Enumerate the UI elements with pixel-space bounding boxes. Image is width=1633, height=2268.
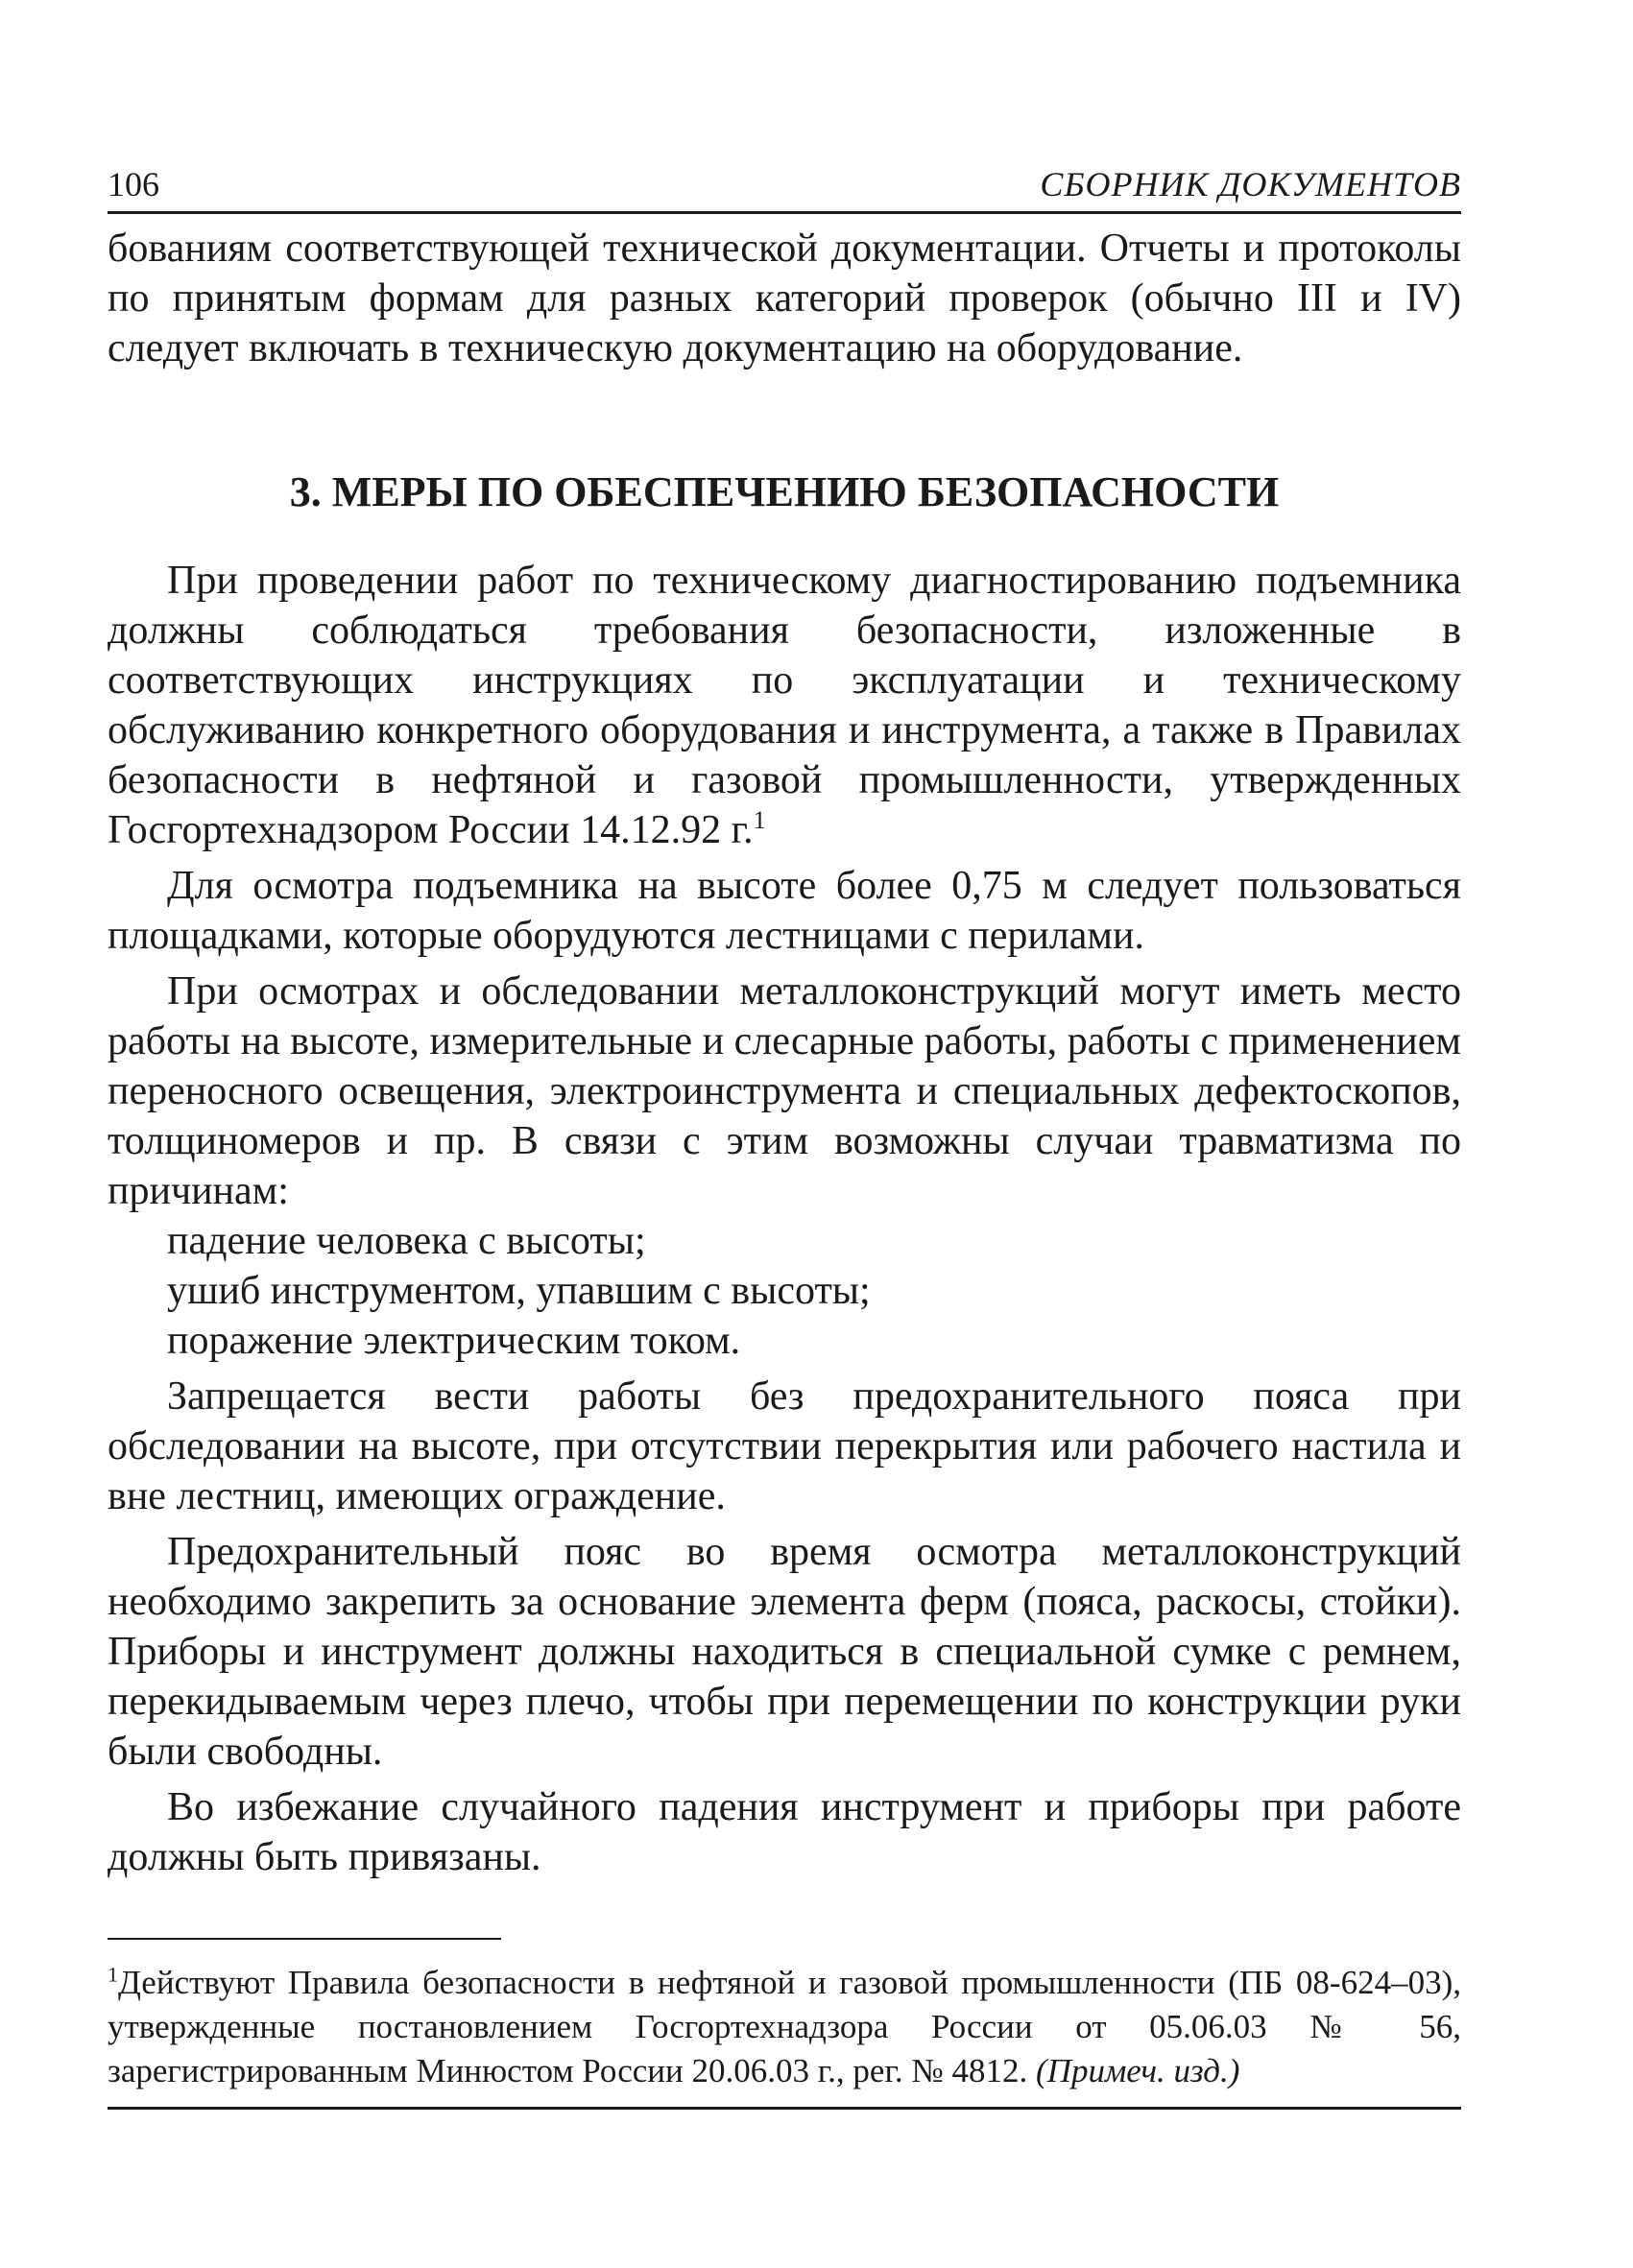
document-page xyxy=(108,163,1461,2110)
paragraph-6: Во избежание случайного падения инструмент и приборы при работе должны быть привязаны. xyxy=(108,1785,1461,1879)
paragraph-1 xyxy=(108,556,1461,855)
paragraph-4: Запрещается вести работы без предохранительного пояса при обследовании на высоте, при отсутствии перекрытия или рабочего настила и вне лестниц, имеющих ограждение. xyxy=(108,1374,1461,1518)
body-text xyxy=(108,224,1461,1882)
list-item: падение человека с высоты; xyxy=(167,1219,646,1263)
paragraph-2: Для осмотра подъемника на высоте более 0,75 м следует пользоваться площадками, которые оборудуются лестницами с перилами. xyxy=(108,864,1461,958)
footnote-note: (Примеч. изд.) xyxy=(1036,2052,1240,2089)
footnote xyxy=(108,1961,1461,2093)
footnote-reference: 1 xyxy=(753,806,766,834)
footnote-text: Действуют Правила безопасности в нефтяной и газовой промышленности (ПБ 08-624–03), утвержденные постановлением Госгортехнадзора России от 05.06.03 № 56, зарегистрированным Минюстом России 20.06.03 г., рег. № 4812. xyxy=(108,1964,1461,2089)
running-header xyxy=(108,163,1461,214)
intro-paragraph: бованиям соответствующей технической документации. Отчеты и протоколы по принятым формам для разных категорий проверок (обычно III и IV) следует включать в техническую документацию на оборудование. xyxy=(108,227,1461,370)
paragraph-5: Предохранительный пояс во время осмотра металлоконструкций необходимо закрепить за основание элемента ферм (пояса, раскосы, стойки). Приборы и инструмент должны находиться в специальной сумке с ремнем, перекидываемым через плечо, чтобы при перемещении по конструкции руки были свободны. xyxy=(108,1530,1461,1774)
footnote-mark: 1 xyxy=(108,1962,118,1987)
paragraph-3: При осмотрах и обследовании металлоконструкций могут иметь место работы на высоте, измерительные и слесарные работы, работы с применением переносного освещения, электроинструмента и специальных дефектоскопов, толщиномеров и пр. В связи с этим возможны случаи травматизма по причинам: xyxy=(108,969,1461,1213)
bottom-rule xyxy=(108,2107,1461,2110)
list-item: ушиб инструментом, упавшим с высоты; xyxy=(167,1269,871,1313)
paragraph-1-text: При проведении работ по техническому диагностированию подъемника должны соблюдаться требования безопасности, изложенные в соответствующих инструкциях по эксплуатации и техническому обслуживанию конкретного оборудования и инструмента, а также в Правилах безопасности в нефтяной и газовой промышленности, утвержденных Госгортехнадзором России 14.12.92 г. xyxy=(108,559,1461,852)
footnote-divider xyxy=(108,1938,501,1940)
page-number: 106 xyxy=(108,165,159,203)
section-heading: 3. МЕРЫ ПО ОБЕСПЕЧЕНИЮ БЕЗОПАСНОСТИ xyxy=(289,468,1280,515)
list-item: поражение электрическим током. xyxy=(167,1319,741,1363)
running-title: СБОРНИК ДОКУМЕНТОВ xyxy=(1040,165,1461,203)
